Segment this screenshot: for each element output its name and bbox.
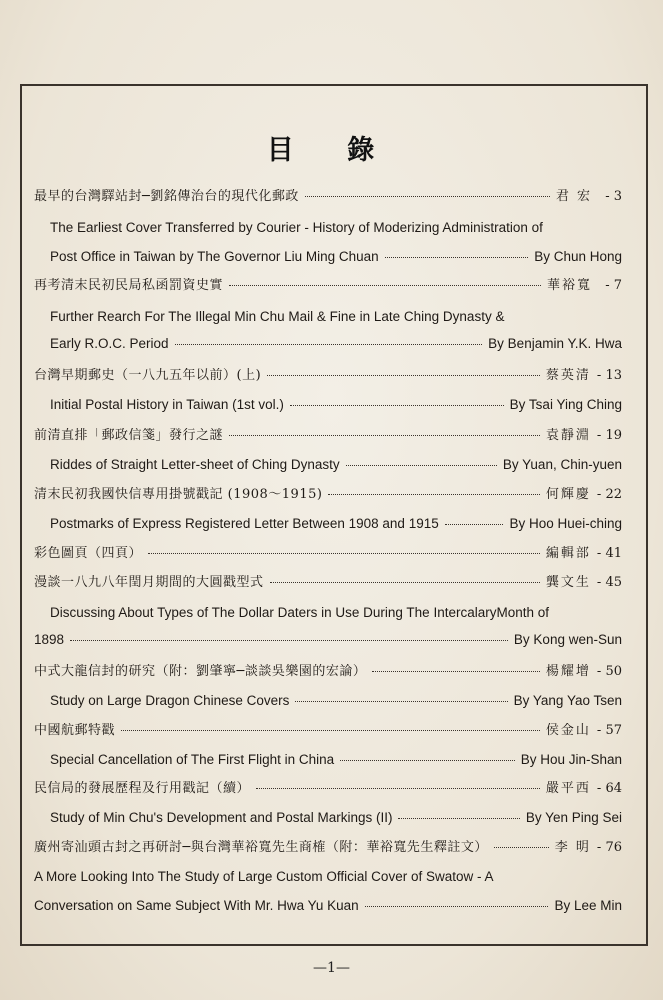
leader-dots: [121, 730, 540, 731]
entry-cn-title: 清末民初我國快信專用掛號戳記 (1908〜1915): [34, 487, 323, 502]
entry-cn-author: 華裕寬: [546, 278, 592, 293]
entry-en-title: Special Cancellation of The First Flight in China: [50, 752, 335, 767]
leader-dots: [365, 906, 549, 907]
toc-entry-en: [50, 810, 622, 825]
toc-entry-cn: [34, 723, 622, 739]
entry-cn-title: 再考清末民初民局私函罰資史實: [34, 278, 224, 293]
toc-entry-en: [50, 693, 622, 708]
entry-en-author: By Hoo Huei-ching: [509, 516, 622, 531]
entry-en-title: Study of Min Chu's Development and Postal Markings (II): [50, 810, 393, 825]
entry-cn-title: 民信局的發展歷程及行用戳記（續）: [34, 781, 251, 796]
entry-en-title: A More Looking Into The Study of Large Custom Official Cover of Swatow - A: [34, 869, 494, 884]
entry-en-title: Initial Postal History in Taiwan (1st vol.): [50, 397, 284, 412]
entry-en-author: By Yang Yao Tsen: [513, 693, 622, 708]
leader-dots: [494, 847, 549, 848]
toc-entry-cn: [34, 840, 622, 856]
leader-dots: [290, 405, 504, 406]
entry-cn-author: 君 宏: [555, 189, 592, 204]
entry-cn-author: 楊耀增: [545, 664, 591, 679]
entry-en-author: By Chun Hong: [534, 249, 622, 264]
entry-en-author: By Hou Jin-Shan: [520, 752, 622, 767]
entry-page-number: - 13: [596, 368, 622, 383]
leader-dots: [295, 701, 507, 702]
entry-page-number: - 3: [605, 189, 622, 204]
leader-dots: [305, 196, 550, 197]
entry-page-number: - 45: [596, 575, 622, 590]
toc-entry-en: [50, 397, 622, 412]
toc-entry-cn: [34, 664, 622, 680]
entry-en-author: By Benjamin Y.K. Hwa: [488, 336, 622, 351]
leader-dots: [256, 788, 540, 789]
entry-cn-author: 李 明: [554, 840, 591, 855]
toc-entry-en: [50, 249, 622, 264]
leader-dots: [346, 465, 497, 466]
leader-dots: [70, 640, 508, 641]
entry-page-number: - 7: [605, 278, 622, 293]
leader-dots: [267, 375, 540, 376]
leader-dots: [340, 760, 515, 761]
toc-entry-cn: [34, 575, 622, 591]
entry-page-number: - 22: [596, 487, 622, 502]
entry-cn-author: 袁靜淵: [545, 428, 591, 443]
entry-en-title: Study on Large Dragon Chinese Covers: [50, 693, 290, 708]
entry-cn-author: 嚴平西: [545, 781, 591, 796]
leader-dots: [229, 435, 540, 436]
leader-dots: [398, 818, 519, 819]
leader-dots: [385, 257, 529, 258]
entry-cn-title: 中式大龍信封的研究（附：劉肇寧─談談吳樂園的宏論）: [34, 664, 367, 679]
leader-dots: [175, 344, 483, 345]
toc-entry-en: [50, 336, 622, 351]
entry-en-title: Riddes of Straight Letter-sheet of Ching Dynasty: [50, 457, 340, 472]
entry-cn-title: 前清直排「郵政信箋」發行之謎: [34, 428, 224, 443]
entry-en-title: Discussing About Types of The Dollar Daters in Use During The IntercalaryMonth of: [50, 605, 549, 620]
toc-entry-cn: [34, 278, 622, 294]
leader-dots: [445, 524, 504, 525]
toc-entry-en: [50, 457, 622, 472]
toc-entry-en: [50, 516, 622, 531]
toc-entry-cn: [34, 546, 622, 562]
entry-page-number: - 50: [596, 664, 622, 679]
entry-en-author: By Lee Min: [554, 898, 622, 913]
entry-en-title: Further Rearch For The Illegal Min Chu Mail & Fine in Late Ching Dynasty &: [50, 309, 505, 324]
entry-cn-title: 廣州寄汕頭古封之再研討─與台灣華裕寬先生商榷（附：華裕寬先生釋註文）: [34, 840, 488, 855]
entry-cn-title: 彩色圖頁（四頁）: [34, 546, 143, 561]
entry-page-number: - 19: [596, 428, 622, 443]
entry-en-title: Postmarks of Express Registered Letter Between 1908 and 1915: [50, 516, 439, 531]
toc-entry-en: [34, 898, 622, 913]
entry-cn-author: 蔡英清: [545, 368, 591, 383]
entry-page-number: - 64: [596, 781, 622, 796]
page-title: 目 錄: [266, 135, 397, 166]
entry-cn-title: 最早的台灣驛站封─劉銘傳治台的現代化郵政: [34, 189, 299, 204]
entry-en-title: 1898: [34, 632, 65, 647]
entry-page-number: - 76: [596, 840, 622, 855]
entry-en-title: Conversation on Same Subject With Mr. Hwa Yu Kuan: [34, 898, 359, 913]
leader-dots: [328, 494, 539, 495]
leader-dots: [372, 671, 540, 672]
entry-cn-author: 龔文生: [545, 575, 591, 590]
page-folio: —1—: [313, 960, 350, 976]
entry-en-author: By Kong wen-Sun: [513, 632, 622, 647]
entry-cn-author: 侯金山: [545, 723, 591, 738]
entry-en-author: By Yen Ping Sei: [525, 810, 622, 825]
entry-en-title: The Earliest Cover Transferred by Courier - History of Moderizing Administration of: [50, 220, 543, 235]
toc-entry-en: [34, 632, 622, 647]
toc-entry-en: [50, 752, 622, 767]
entry-cn-title: 台灣早期郵史（一八九五年以前）(上): [34, 368, 262, 383]
leader-dots: [148, 553, 540, 554]
toc-entry-cn: [34, 428, 622, 444]
leader-dots: [229, 285, 541, 286]
toc-entry-cn: [34, 189, 622, 205]
leader-dots: [270, 582, 540, 583]
toc-entry-cn: [34, 487, 622, 503]
entry-page-number: - 41: [596, 546, 622, 561]
toc-entry-cn: [34, 781, 622, 797]
entry-cn-author: 何輝慶: [545, 487, 591, 502]
entry-page-number: - 57: [596, 723, 622, 738]
entry-en-author: By Tsai Ying Ching: [509, 397, 622, 412]
entry-en-title: Post Office in Taiwan by The Governor Liu Ming Chuan: [50, 249, 379, 264]
entry-cn-author: 編輯部: [545, 546, 591, 561]
toc-entry-cn: [34, 368, 622, 384]
entry-en-title: Early R.O.C. Period: [50, 336, 169, 351]
entry-en-author: By Yuan, Chin-yuen: [502, 457, 622, 472]
entry-cn-title: 漫談一八九八年閏月期間的大圓戳型式: [34, 575, 264, 590]
entry-cn-title: 中國航郵特戳: [34, 723, 116, 738]
